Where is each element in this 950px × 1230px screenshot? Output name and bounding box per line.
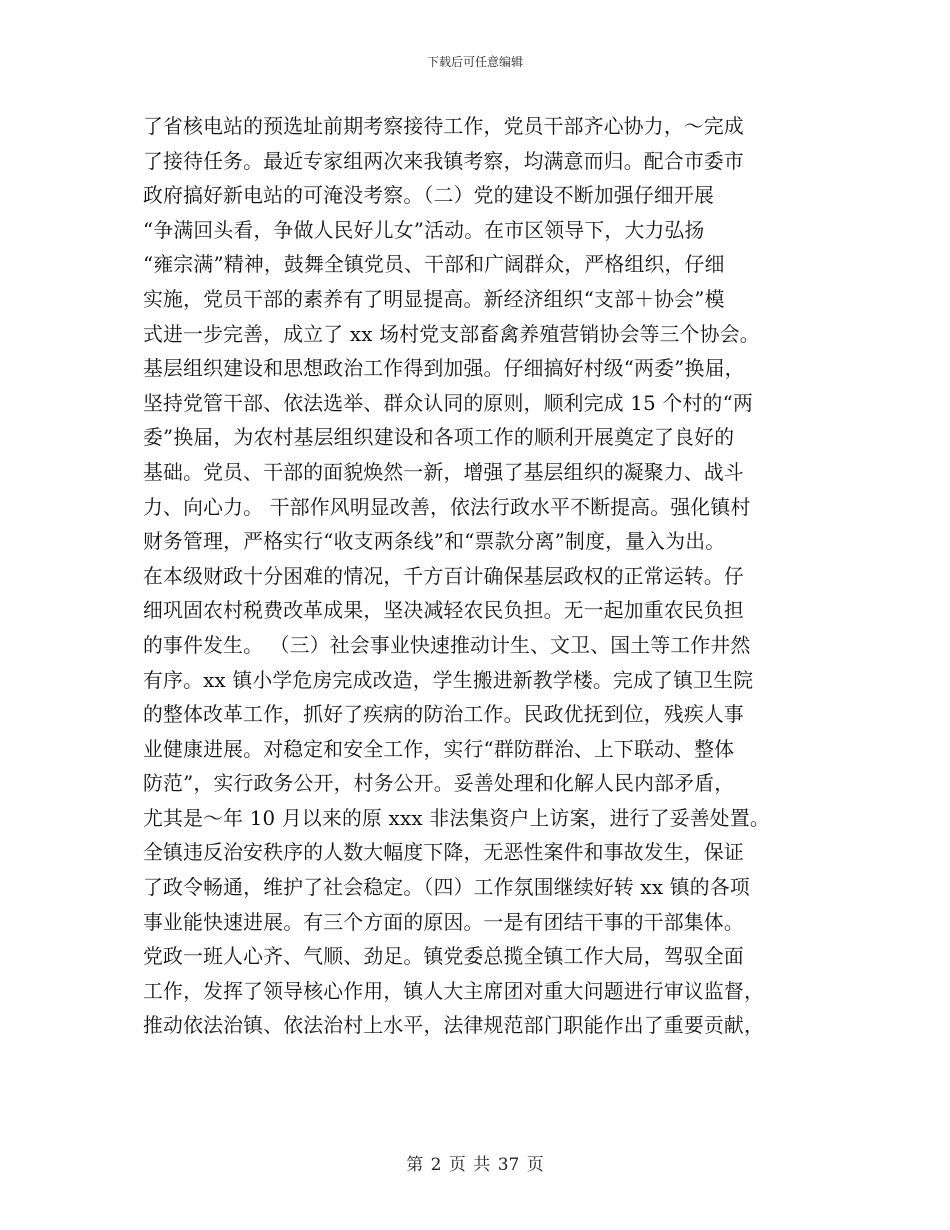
body-line: 坚持党管干部、依法选举、群众认同的原则，顺利完成 15 个村的“两 [143,391,753,415]
body-line: 财务管理，严格实行“收支两条线”和“票款分离”制度，量入为出。 [143,530,726,554]
body-line: 力、向心力。 干部作风明显改善，依法行政水平不断提高。强化镇村 [143,495,751,519]
body-line: 了政令畅通，维护了社会稳定。（四）工作氛围继续好转 xx 镇的各项 [143,876,750,900]
body-line: 委”换届，为农村基层组织建设和各项工作的顺利开展奠定了良好的 [143,426,735,450]
body-line: 的事件发生。 （三）社会事业快速推动计生、文卫、国土等工作井然 [143,633,751,657]
body-line: 推动依法治镇、依法治村上水平，法律规范部门职能作出了重要贡献， [143,1014,764,1038]
body-line: 细巩固农村税费改革成果，坚决减轻农民负担。无一起加重农民负担 [143,599,744,623]
body-line: 业健康进展。对稳定和安全工作，实行“群防群治、上下联动、整体 [143,737,735,761]
body-line: 党政一班人心齐、气顺、劲足。镇党委总揽全镇工作大局，驾驭全面 [143,945,744,969]
body-line: 政府搞好新电站的可淹没考察。（二）党的建设不断加强仔细开展 [143,184,715,208]
body-line: “雍宗满”精神，鼓舞全镇党员、干部和广阔群众，严格组织，仔细 [143,253,725,277]
body-line: 事业能快速进展。有三个方面的原因。一是有团结干事的干部集体。 [143,910,744,934]
body-line: “争满回头看，争做人民好儿女”活动。在市区领导下，大力弘扬 [143,218,705,242]
body-line: 基层组织建设和思想政治工作得到加强。仔细搞好村级“两委”换届， [143,357,745,381]
body-line: 工作，发挥了领导核心作用，镇人大主席团对重大问题进行审议监督， [143,979,764,1003]
body-line: 在本级财政十分困难的情况，千方百计确保基层政权的正常运转。仔 [143,564,744,588]
body-line: 全镇违反治安秩序的人数大幅度下降，无恶性案件和事故发生，保证 [143,841,744,865]
document-body [143,110,813,1044]
body-line: 实施，党员干部的素养有了明显提高。新经济组织“支部＋协会”模 [143,287,725,311]
body-line: 有序。xx 镇小学危房完成改造，学生搬进新教学楼。完成了镇卫生院 [143,668,754,692]
page-header-note: 下载后可任意编辑 [426,55,523,69]
body-line: 了省核电站的预选址前期考察接待工作，党员干部齐心协力，～完成 [143,115,744,138]
page-number: 第 2 页 共 37 页 [406,1155,544,1175]
body-line: 式进一步完善，成立了 xx 场村党支部畜禽养殖营销协会等三个协会。 [143,322,760,346]
body-line: 基础。党员、干部的面貌焕然一新，增强了基层组织的凝聚力、战斗 [143,460,744,484]
body-line: 尤其是～年 10 月以来的原 xxx 非法集资户上访案，进行了妥善处置。 [143,806,770,830]
body-line: 的整体改革工作，抓好了疾病的防治工作。民政优抚到位，残疾人事 [143,703,744,727]
body-line: 了接待任务。最近专家组两次来我镇考察，均满意而归。配合市委市 [143,149,744,173]
body-line: 防范”，实行政务公开，村务公开。妥善处理和化解人民内部矛盾， [143,772,735,796]
